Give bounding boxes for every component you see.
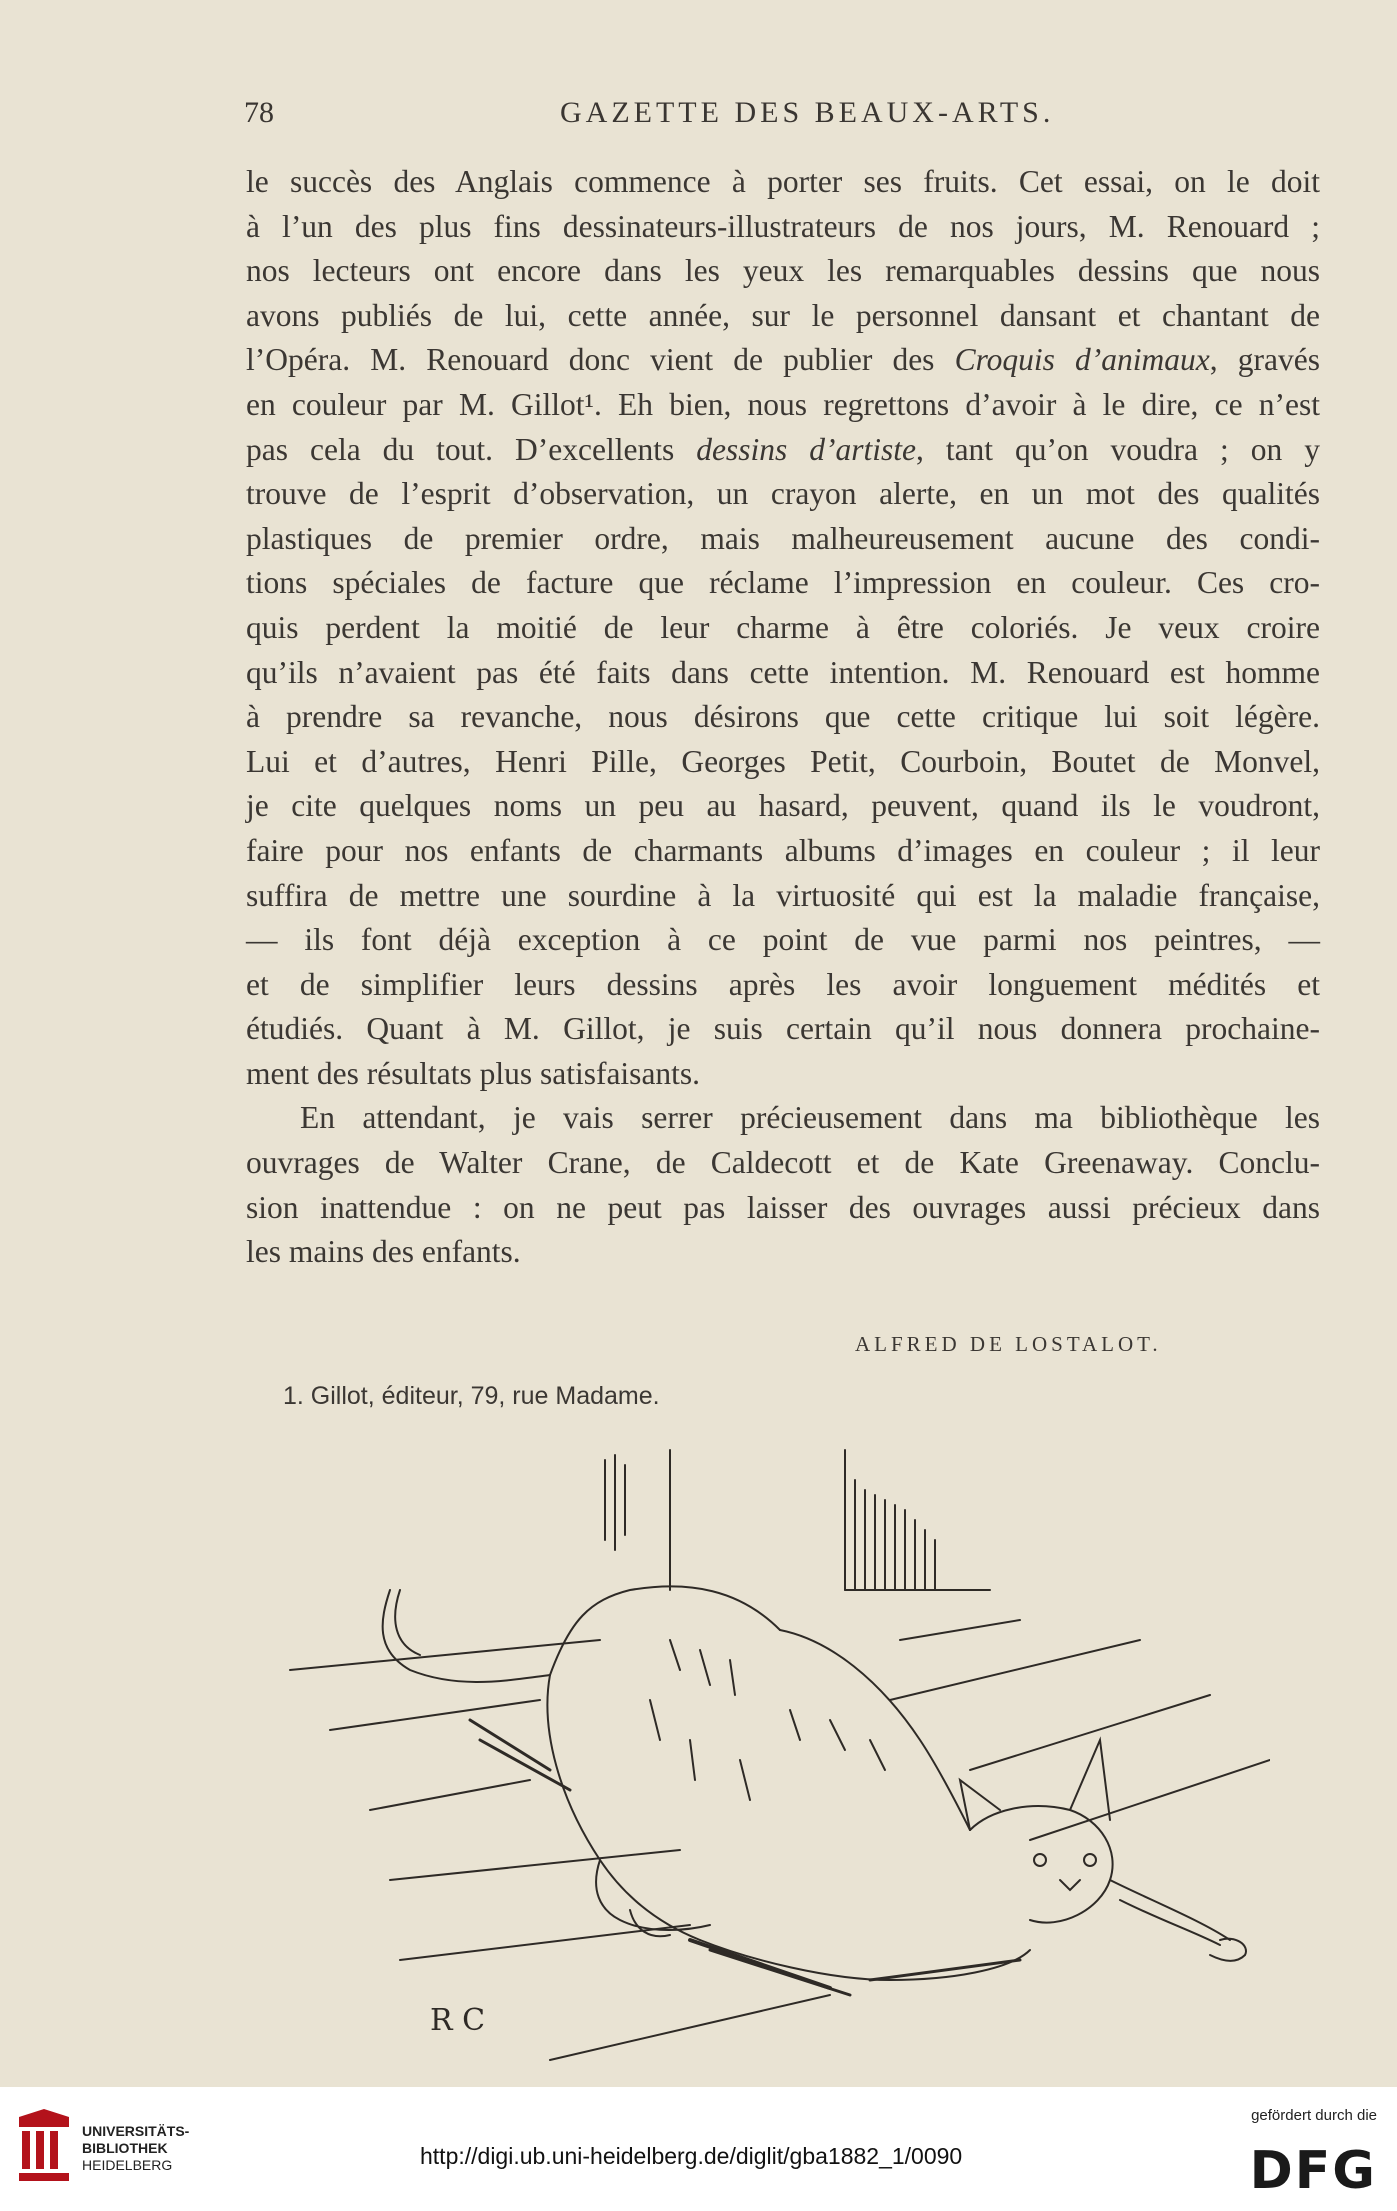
text-fragment: , gravés <box>1209 342 1320 378</box>
text-line-with-title <box>246 338 1320 383</box>
text-line: En attendant, je vais serrer précieusement dans ma bibliothèque les <box>300 1100 1320 1136</box>
text-line: nos lecteurs ont encore dans les yeux les remarquables dessins que nous <box>246 253 1320 289</box>
article-text <box>246 160 1320 1275</box>
text-fragment: , tant qu’on voudra ; on y <box>915 431 1320 467</box>
text-line: faire pour nos enfants de charmants albums d’images en couleur ; il leur <box>246 832 1320 868</box>
text-line: avons publiés de lui, cette année, sur le personnel dansant et chantant de <box>246 297 1320 333</box>
text-fragment: pas cela du tout. D’excellents <box>246 431 697 467</box>
library-name-line: BIBLIOTHEK <box>82 2140 168 2156</box>
cat-drawing-icon <box>270 1440 1270 2080</box>
running-title: GAZETTE DES BEAUX-ARTS. <box>560 96 1055 129</box>
page-number: 78 <box>244 96 274 129</box>
text-line: trouve de l’esprit d’observation, un crayon alerte, en un mot des qualités <box>246 476 1320 512</box>
book-title: Croquis d’animaux <box>954 342 1210 378</box>
footnote: 1. Gillot, éditeur, 79, rue Madame. <box>283 1382 660 1410</box>
digitization-footer <box>0 2087 1397 2211</box>
text-line: les mains des enfants. <box>246 1234 521 1270</box>
text-line: ment des résultats plus satisfaisants. <box>246 1055 701 1091</box>
text-line: le succès des Anglais commence à porter ses fruits. Cet essai, on le doit <box>246 164 1320 199</box>
library-name-line: UNIVERSITÄTS- <box>82 2123 190 2139</box>
text-line: et de simplifier leurs dessins après les avoir longuement médités et <box>246 966 1320 1002</box>
text-fragment: l’Opéra. M. Renouard donc vient de publier des <box>246 342 955 378</box>
text-line: qu’ils n’avaient pas été faits dans cette intention. M. Renouard est homme <box>246 654 1320 690</box>
text-line: suffira de mettre une sourdine à la virtuosité qui est la maladie française, <box>246 877 1320 913</box>
permalink-url[interactable]: http://digi.ub.uni-heidelberg.de/diglit/gba1882_1/0090 <box>420 2143 963 2169</box>
dfg-logo: DFG <box>1249 2141 1377 2201</box>
text-line: — ils font déjà exception à ce point de vue parmi nos peintres, — <box>246 922 1320 958</box>
text-line: Lui et d’autres, Henri Pille, Georges Petit, Courboin, Boutet de Monvel, <box>246 743 1320 779</box>
page-header <box>240 96 1240 136</box>
text-line: ouvrages de Walter Crane, de Caldecott et de Kate Greenaway. Conclu- <box>246 1145 1320 1181</box>
emphasis: dessins d’artiste <box>696 431 916 467</box>
library-name-line: HEIDELBERG <box>82 2157 173 2173</box>
artist-monogram: R C <box>430 2003 486 2038</box>
text-line: tions spéciales de facture que réclame l’impression en couleur. Ces cro- <box>246 565 1320 601</box>
library-name <box>82 2123 189 2174</box>
author-signature: ALFRED DE LOSTALOT. <box>855 1332 1162 1356</box>
text-line: en couleur par M. Gillot¹. Eh bien, nous regrettons d’avoir à le dire, ce n’est <box>246 386 1320 422</box>
text-line: à l’un des plus fins dessinateurs-illustrateurs de nos jours, M. Renouard ; <box>246 208 1320 244</box>
text-line: quis perdent la moitié de leur charme à être coloriés. Je veux croire <box>246 609 1320 645</box>
text-line: plastiques de premier ordre, mais malheureusement aucune des condi- <box>246 520 1320 556</box>
text-line: sion inattendue : on ne peut pas laisser des ouvrages aussi précieux dans <box>246 1189 1320 1225</box>
text-line: à prendre sa revanche, nous désirons que cette critique lui soit légère. <box>246 699 1320 735</box>
funding-notice: gefördert durch die <box>1251 2107 1377 2124</box>
text-line: je cite quelques noms un peu au hasard, peuvent, quand ils le voudront, <box>246 788 1320 824</box>
text-line-with-emphasis <box>246 428 1320 473</box>
university-library-logo-icon <box>14 2107 74 2187</box>
text-line: étudiés. Quant à M. Gillot, je suis certain qu’il nous donnera prochaine- <box>246 1011 1320 1047</box>
